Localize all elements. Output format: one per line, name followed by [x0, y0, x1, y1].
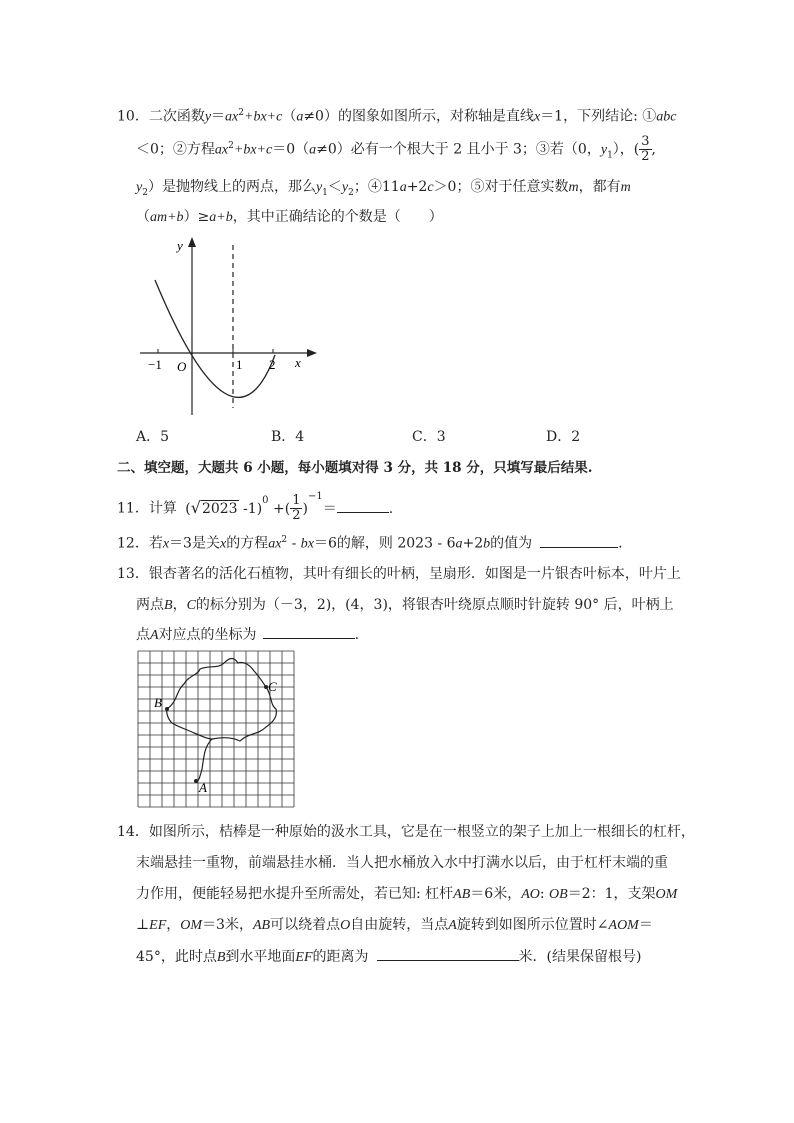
q12-text: 若 [148, 535, 163, 552]
q10-number: 10． [117, 108, 149, 125]
q11-expression: (√2023 -1)$^0$ +( $\frac{1}{2}$ )$^{-1}$＝ . [185, 490, 394, 523]
q14-text: 45°，此时点 [136, 949, 217, 965]
q13-answer-blank[interactable] [263, 624, 355, 639]
q10-text: ＞0；⑤对于任意实数 [433, 179, 569, 195]
x-axis-arrow [307, 349, 317, 357]
q14-text: ＝3米， [202, 917, 253, 933]
q12-var: x [219, 536, 227, 552]
q10-var: y [341, 180, 349, 195]
q10-text: ），( [612, 141, 640, 158]
q10-var: ax [225, 109, 239, 125]
q10-var: ax [214, 142, 229, 158]
q14-line2 [136, 853, 668, 873]
q10-var: abc [656, 109, 677, 125]
q14-text: 自由旋转，当点 [350, 917, 449, 933]
q10-text: , [651, 141, 656, 158]
q14-number: 14． [117, 824, 149, 840]
q14-var: B [216, 950, 226, 965]
q13-var: C [186, 598, 196, 613]
q11-exponent: 0 [262, 494, 269, 506]
q10-text: ，都有 [578, 179, 621, 195]
q12-text: ＝6的解，则 2023 - 6 [314, 535, 456, 552]
q10-option-d[interactable]: D．2 [546, 429, 581, 445]
point-b [165, 707, 169, 711]
ginkgo-leaf-grid [138, 651, 294, 807]
q14-var: EF [149, 918, 167, 933]
q14-var: OB [549, 887, 568, 902]
q11-exponent: −1 [307, 490, 323, 502]
q13-line3 [136, 624, 359, 646]
q13-text: 的标分别为（－3，2)，(4，3)，将银杏叶绕原点顺时针旋转 90° 后，叶柄上 [195, 597, 674, 613]
q14-text: : [539, 886, 550, 902]
q10-var: c [427, 180, 434, 195]
q10-var: y [204, 109, 212, 125]
q14-text: 可以绕着点 [270, 917, 341, 933]
q10-text: 二次函数 [148, 108, 205, 125]
q10-sup: 2 [228, 140, 234, 151]
q10-var: +bx+c [233, 142, 273, 158]
tick-label-2: 2 [269, 357, 276, 372]
q10-text: ，其中正确结论的个数是（ ） [232, 209, 443, 225]
q14-answer-blank[interactable] [377, 946, 519, 961]
q10-option-c[interactable]: C．3 [412, 429, 446, 445]
q14-text: 力作用，便能轻易把水提升至所需处，若已知: 杠杆 [136, 886, 454, 902]
q14-var: OM [180, 918, 203, 933]
q10-var: m [568, 180, 579, 195]
sqrt-icon: √ [190, 497, 201, 517]
q12-var: ax [268, 536, 282, 552]
q14-text: 如图所示，桔棒是一种原始的汲水工具，它是在一根竖立的架子上加上一根细长的杠杆， [148, 824, 695, 840]
q11-fraction [290, 494, 302, 523]
q10-var: y [600, 142, 608, 158]
q13-var: B [164, 598, 173, 613]
q11-radicand: 2023 [201, 500, 238, 517]
q14-text: ＝2：1，支架 [567, 886, 656, 902]
q14-var: AB [453, 887, 471, 902]
origin-label: O [177, 359, 187, 374]
q10-text: ）≥ [183, 209, 210, 225]
q10-var: a [309, 142, 317, 158]
q14-line1 [117, 822, 695, 842]
fraction-denominator: 2 [641, 149, 650, 164]
q12-text: +2 [462, 535, 484, 552]
q10-line3 [136, 177, 631, 203]
q12-line [117, 530, 623, 555]
q10-text: +2 [406, 179, 428, 195]
q11-text: +( [268, 500, 291, 517]
q12-text: 的值为 [490, 535, 533, 552]
q10-text: ＝ [211, 108, 226, 125]
q10-line2 [136, 135, 656, 165]
q14-line4 [136, 915, 653, 936]
q13-text: 两点 [136, 597, 164, 613]
label-b: B [154, 695, 162, 710]
q10-var: y [136, 180, 143, 195]
q14-var: A [448, 918, 457, 933]
q10-var: +bx+c [244, 109, 283, 125]
q13-line1 [117, 564, 681, 584]
q13-text: 对应点的坐标为 [158, 627, 257, 643]
q14-text: 旋转到如图所示位置时∠ [456, 917, 609, 933]
tick-label-1: 1 [236, 357, 243, 372]
q12-answer-blank[interactable] [540, 533, 618, 548]
q10-text: ；④11 [353, 179, 400, 195]
q11-answer-blank[interactable] [337, 498, 389, 513]
q10-sub: 1 [322, 187, 328, 198]
q10-text: ＝0（ [272, 141, 310, 158]
q10-var: am+b [150, 210, 184, 225]
q12-text: ＝3是关 [169, 535, 220, 552]
q14-text: 米．(结果保留根号) [518, 949, 642, 965]
q10-option-a[interactable]: A．5 [136, 429, 170, 445]
q14-text: 的距离为 [312, 949, 369, 965]
q10-text: （ [282, 108, 297, 125]
q10-sub: 2 [348, 187, 354, 198]
q11-text: 计算 [148, 500, 177, 517]
q14-text: ⊥ [136, 917, 150, 933]
fraction-numerator: 1 [292, 493, 301, 508]
q14-var: AO [521, 887, 540, 902]
q10-var: x [533, 109, 541, 125]
q10-sub: 2 [142, 187, 148, 198]
q14-line3 [136, 884, 677, 905]
q14-var: AOM [608, 918, 639, 933]
q10-text: ≠0）的图象如图所示，对称轴是直线 [303, 108, 534, 125]
q10-text: ）是抛物线上的两点，那么 [147, 179, 316, 195]
q13-text: 银杏著名的活化石植物，其叶有细长的叶柄，呈扇形．如图是一片银杏叶标本，叶片上 [148, 566, 681, 582]
q13-text: 点 [136, 627, 150, 643]
q12-var: a [455, 536, 463, 552]
q12-sup: 2 [281, 535, 288, 545]
q14-var: OM [655, 887, 678, 902]
q11-text: . [388, 500, 394, 517]
q11-text: ＝ [322, 500, 337, 517]
q10-parabola-graph [135, 230, 325, 420]
q10-text: ≠0）必有一个根大于 2 且小于 3；③若（0， [316, 141, 601, 158]
grid-lines [138, 651, 294, 807]
y-axis-arrow [188, 237, 196, 247]
q14-text: 末端悬挂一重物，前端悬挂水桶．当人把水桶放入水中打满水以后，由于杠杆末端的重 [136, 855, 668, 871]
q11-number: 11． [117, 500, 149, 517]
q10-var: a [296, 109, 304, 125]
q12-var: x [162, 536, 170, 552]
y-axis-label: y [177, 238, 183, 253]
q14-var: EF [295, 950, 313, 965]
q13-text: ， [172, 597, 187, 613]
q12-var: b [483, 536, 491, 552]
q12-text: 的方程 [226, 535, 269, 552]
q10-text: ＜ [327, 179, 342, 195]
q12-text: . [618, 535, 623, 552]
q12-var: bx [300, 536, 314, 552]
q10-var: y [315, 180, 323, 195]
ginkgo-leaf-outline [167, 659, 277, 742]
q10-var: a+b [209, 210, 233, 225]
q13-var: A [150, 628, 159, 643]
q10-sub: 1 [607, 150, 613, 161]
q11-line [117, 490, 394, 523]
q10-text: （ [136, 209, 150, 225]
q11-text: ) [302, 500, 308, 517]
parabola-curve [155, 280, 275, 397]
point-a [194, 779, 198, 783]
q10-option-b[interactable]: B．4 [271, 429, 305, 445]
q12-number: 12． [117, 535, 149, 552]
q11-text: -1 [238, 500, 257, 517]
tick-label-neg1: −1 [148, 357, 162, 372]
q14-text: ＝ [638, 917, 653, 933]
q14-var: AB [252, 918, 271, 933]
q14-text: ， [166, 917, 181, 933]
q14-var: O [340, 918, 351, 933]
q10-line1 [117, 103, 676, 128]
q10-line4 [136, 207, 443, 228]
q14-text: ＝6米， [470, 886, 522, 902]
q10-text: ＜0；②方程 [136, 141, 215, 158]
q12-text: - [287, 535, 301, 552]
q10-text: ＝1，下列结论: ① [540, 108, 657, 125]
fraction-denominator: 2 [292, 508, 301, 523]
label-c: C [268, 679, 277, 694]
q14-text: 到水平地面 [225, 949, 296, 965]
q10-fraction [639, 135, 651, 164]
section-2-title: 二、填空题，大题共 6 小题，每小题填对得 3 分，共 18 分，只填写最后结果. [117, 460, 593, 476]
label-a: A [199, 780, 207, 795]
q13-line2 [136, 595, 674, 616]
q14-line5 [136, 946, 641, 968]
x-axis-label: x [295, 355, 301, 370]
q10-var: a [399, 180, 407, 195]
q13-text: . [354, 627, 360, 643]
q10-var: m [620, 180, 631, 195]
fraction-numerator: 3 [641, 134, 650, 149]
q10-sup: 2 [238, 108, 244, 118]
q13-number: 13． [117, 566, 149, 582]
